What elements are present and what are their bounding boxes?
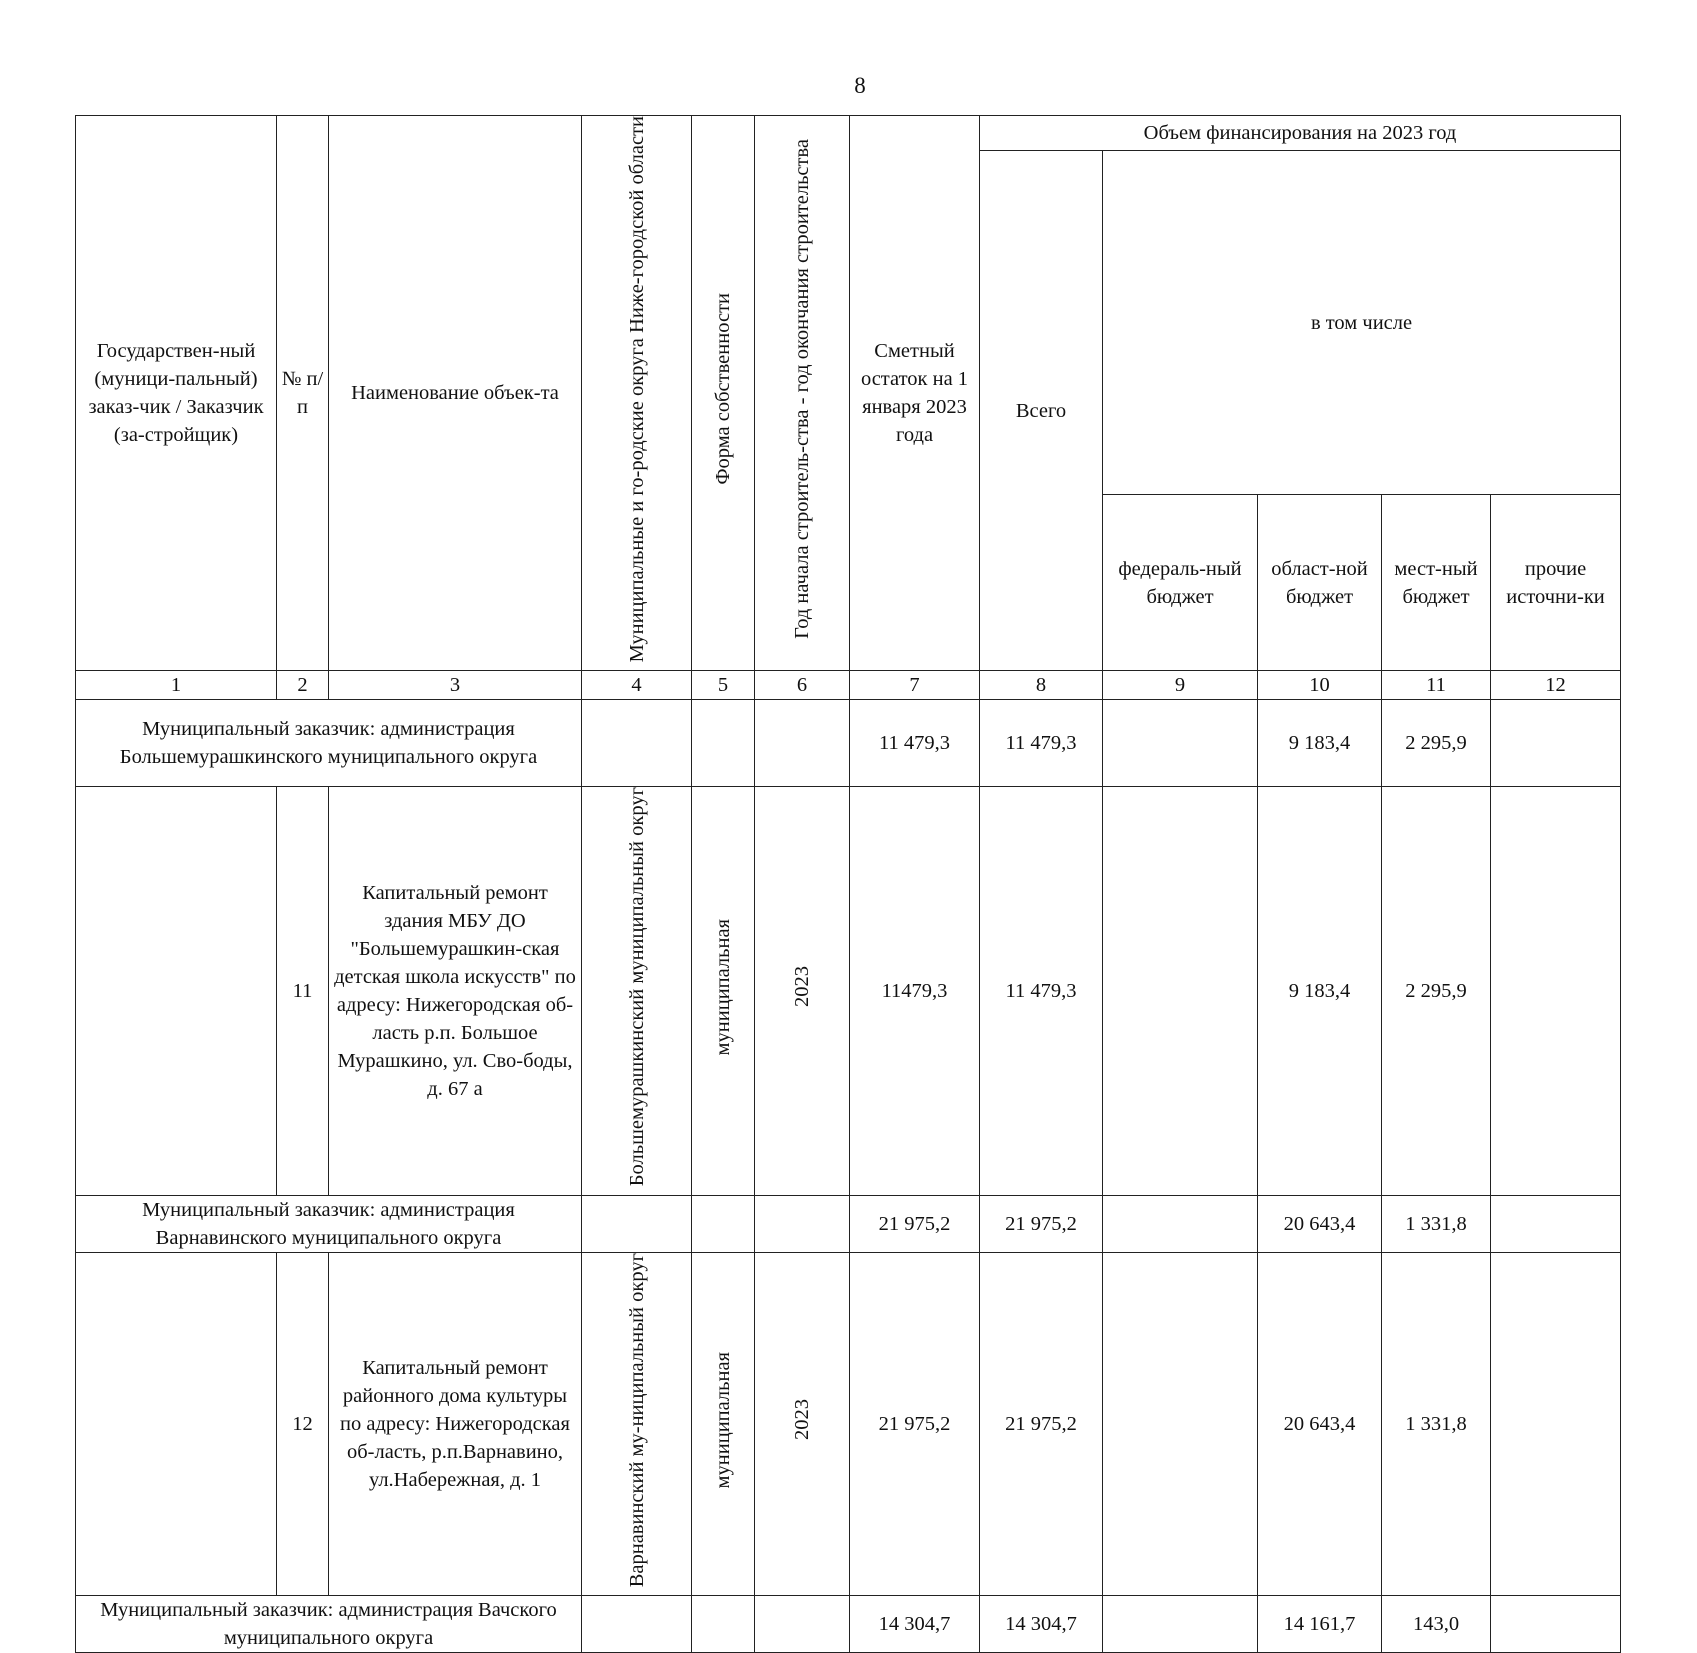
object-row xyxy=(76,1252,1621,1595)
customer-row xyxy=(76,700,1621,787)
customer-row xyxy=(76,1195,1621,1252)
balance-cell: 11 479,3 xyxy=(850,700,980,787)
local-cell: 2 295,9 xyxy=(1382,787,1491,1195)
column-number: 5 xyxy=(692,671,755,700)
customer-name: Муниципальный заказчик: администрация Большемурашкинского муниципального округа xyxy=(76,700,582,787)
header-regional: област-ной бюджет xyxy=(1258,495,1382,671)
regional-cell: 9 183,4 xyxy=(1258,787,1382,1195)
header-ownership-text: Форма собственности xyxy=(712,293,734,486)
header-customer: Государствен-ный (муници-пальный) заказ-чик / Заказчик (за-стройщик) xyxy=(76,116,277,671)
header-including: в том числе xyxy=(1103,151,1621,495)
federal-cell xyxy=(1103,1195,1258,1252)
column-number: 3 xyxy=(329,671,582,700)
header-funding-total: Объем финансирования на 2023 год xyxy=(980,116,1621,151)
ownership-cell xyxy=(692,787,755,1195)
ownership-cell xyxy=(692,700,755,787)
column-number: 6 xyxy=(755,671,850,700)
years-value: 2023 xyxy=(791,1399,813,1441)
years-cell xyxy=(755,1195,850,1252)
regional-cell: 9 183,4 xyxy=(1258,700,1382,787)
balance-cell: 21 975,2 xyxy=(850,1252,980,1595)
object-number: 11 xyxy=(277,787,329,1195)
ownership-cell xyxy=(692,1195,755,1252)
header-number: № п/п xyxy=(277,116,329,671)
balance-cell: 11479,3 xyxy=(850,787,980,1195)
regional-cell: 20 643,4 xyxy=(1258,1252,1382,1595)
object-name: Капитальный ремонт районного дома культуры по адресу: Нижегородская об-ласть, р.п.Варнавино, ул.Набережная, д. 1 xyxy=(329,1252,582,1595)
header-object-name: Наименование объек-та xyxy=(329,116,582,671)
other-cell xyxy=(1491,787,1621,1195)
header-estimated-balance: Сметный остаток на 1 января 2023 года xyxy=(850,116,980,671)
column-number: 2 xyxy=(277,671,329,700)
years-cell xyxy=(755,1595,850,1652)
customer-row xyxy=(76,1595,1621,1652)
other-cell xyxy=(1491,1595,1621,1652)
header-municipal-district xyxy=(582,116,692,671)
district-cell xyxy=(582,787,692,1195)
federal-cell xyxy=(1103,1252,1258,1595)
column-number: 10 xyxy=(1258,671,1382,700)
header-other: прочие источни-ки xyxy=(1491,495,1621,671)
federal-cell xyxy=(1103,1595,1258,1652)
balance-cell: 21 975,2 xyxy=(850,1195,980,1252)
object-name: Капитальный ремонт здания МБУ ДО "Большемурашкин-ская детская школа искусств" по адресу: Нижегородская об-ласть р.п. Большое Мурашкино, ул. Сво-боды, д. 67 а xyxy=(329,787,582,1195)
regional-cell: 20 643,4 xyxy=(1258,1195,1382,1252)
ownership-cell xyxy=(692,1595,755,1652)
years-cell xyxy=(755,787,850,1195)
ownership-cell xyxy=(692,1252,755,1595)
other-cell xyxy=(1491,1195,1621,1252)
header-construction-years xyxy=(755,116,850,671)
column-number: 1 xyxy=(76,671,277,700)
column-number: 7 xyxy=(850,671,980,700)
total-cell: 14 304,7 xyxy=(980,1595,1103,1652)
object-number: 12 xyxy=(277,1252,329,1595)
district-cell xyxy=(582,1595,692,1652)
local-cell: 2 295,9 xyxy=(1382,700,1491,787)
customer-cell xyxy=(76,787,277,1195)
header-federal: федераль-ный бюджет xyxy=(1103,495,1258,671)
page-number: 8 xyxy=(854,73,866,98)
district-name: Большемурашкинский муниципальный округ xyxy=(625,787,648,1187)
object-row xyxy=(76,787,1621,1195)
years-cell xyxy=(755,1252,850,1595)
header-total: Всего xyxy=(980,151,1103,671)
column-number: 4 xyxy=(582,671,692,700)
local-cell: 143,0 xyxy=(1382,1595,1491,1652)
header-construction-years-text: Год начала строитель-ства - год окончания строительства xyxy=(791,139,813,640)
header-ownership xyxy=(692,116,755,671)
years-value: 2023 xyxy=(791,966,813,1008)
ownership-value: муниципальная xyxy=(712,1351,734,1488)
column-number: 9 xyxy=(1103,671,1258,700)
total-cell: 21 975,2 xyxy=(980,1252,1103,1595)
balance-cell: 14 304,7 xyxy=(850,1595,980,1652)
header-local: мест-ный бюджет xyxy=(1382,495,1491,671)
local-cell: 1 331,8 xyxy=(1382,1195,1491,1252)
column-number: 12 xyxy=(1491,671,1621,700)
total-cell: 11 479,3 xyxy=(980,787,1103,1195)
years-cell xyxy=(755,700,850,787)
customer-name: Муниципальный заказчик: администрация Вачского муниципального округа xyxy=(76,1595,582,1652)
ownership-value: муниципальная xyxy=(712,918,734,1056)
column-number-row xyxy=(76,671,1621,700)
district-cell xyxy=(582,700,692,787)
district-cell xyxy=(582,1195,692,1252)
customer-name: Муниципальный заказчик: администрация Варнавинского муниципального округа xyxy=(76,1195,582,1252)
federal-cell xyxy=(1103,700,1258,787)
regional-cell: 14 161,7 xyxy=(1258,1595,1382,1652)
district-name: Варнавинский му-ниципальный округ xyxy=(625,1252,648,1587)
column-number: 8 xyxy=(980,671,1103,700)
federal-cell xyxy=(1103,787,1258,1195)
header-municipal-district-text: Муниципальные и го-родские округа Ниже-городской области xyxy=(625,116,648,663)
local-cell: 1 331,8 xyxy=(1382,1252,1491,1595)
total-cell: 11 479,3 xyxy=(980,700,1103,787)
other-cell xyxy=(1491,1252,1621,1595)
financing-table xyxy=(75,115,1621,1653)
column-number: 11 xyxy=(1382,671,1491,700)
customer-cell xyxy=(76,1252,277,1595)
district-cell xyxy=(582,1252,692,1595)
other-cell xyxy=(1491,700,1621,787)
total-cell: 21 975,2 xyxy=(980,1195,1103,1252)
